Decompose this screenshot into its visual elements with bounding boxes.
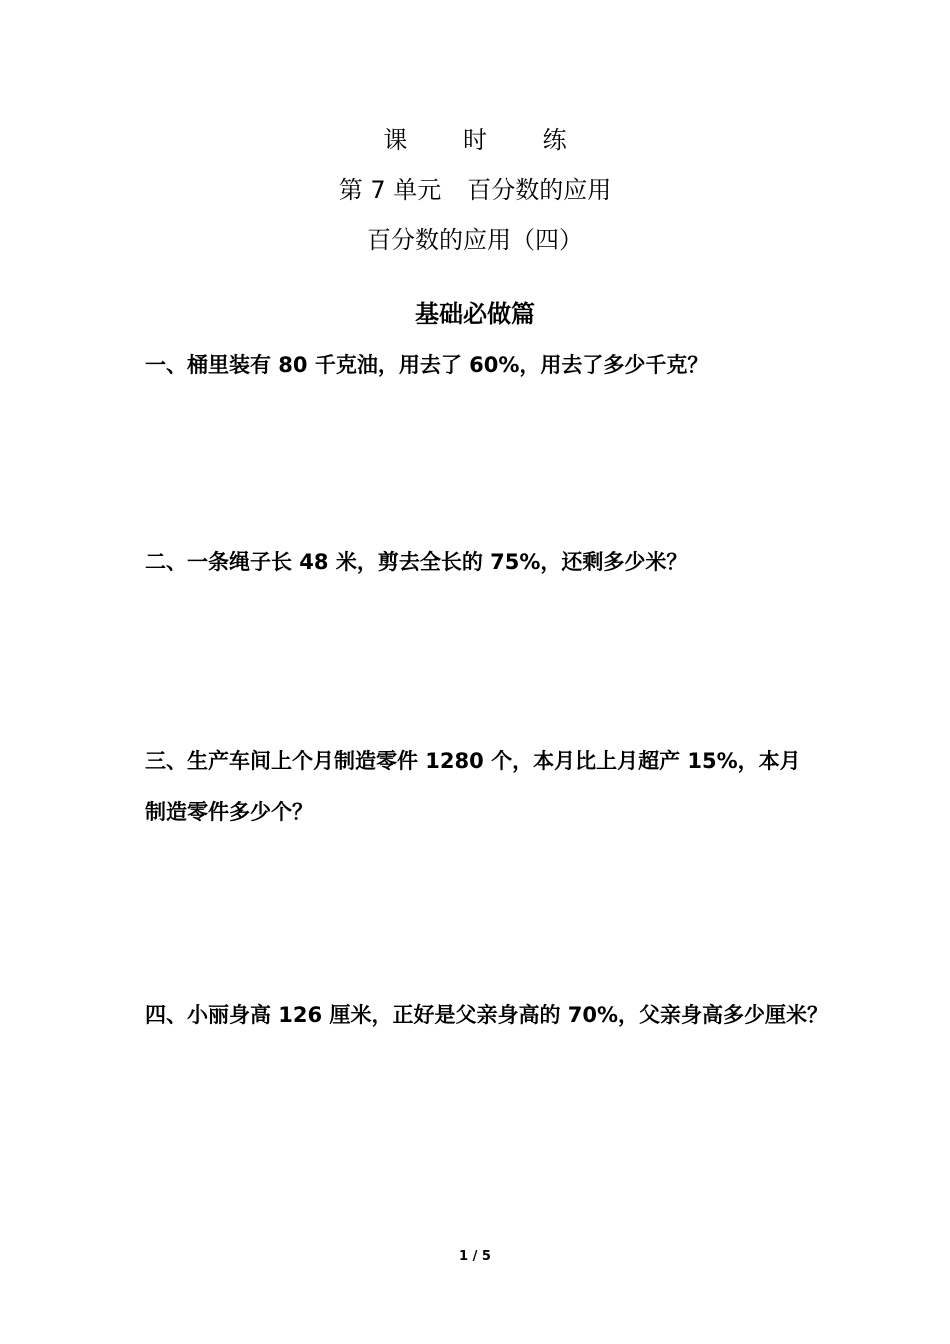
question-2: 二、一条绳子长 48 米，剪去全长的 75%，还剩多少米？	[145, 550, 688, 574]
lesson-title: 百分数的应用（四）	[367, 226, 583, 254]
unit-label: 第 7 单元	[338, 176, 442, 204]
question-4: 四、小丽身高 126 厘米，正好是父亲身高的 70%，父亲身高多少厘米？	[145, 1003, 829, 1027]
unit-name: 百分数的应用	[467, 176, 612, 204]
unit-heading	[0, 174, 950, 206]
question-1: 一、桶里装有 80 千克油，用去了 60%，用去了多少千克？	[145, 353, 709, 377]
question-3-line-1: 三、生产车间上个月制造零件 1280 个，本月比上月超产 15%，本月	[145, 749, 801, 773]
question-3-line-2: 制造零件多少个？	[145, 800, 313, 824]
page-indicator: 1 / 5	[459, 1249, 491, 1264]
question-3	[145, 736, 825, 838]
section-title: 基础必做篇	[415, 300, 535, 328]
worksheet-title: 课 时 练	[383, 126, 591, 154]
